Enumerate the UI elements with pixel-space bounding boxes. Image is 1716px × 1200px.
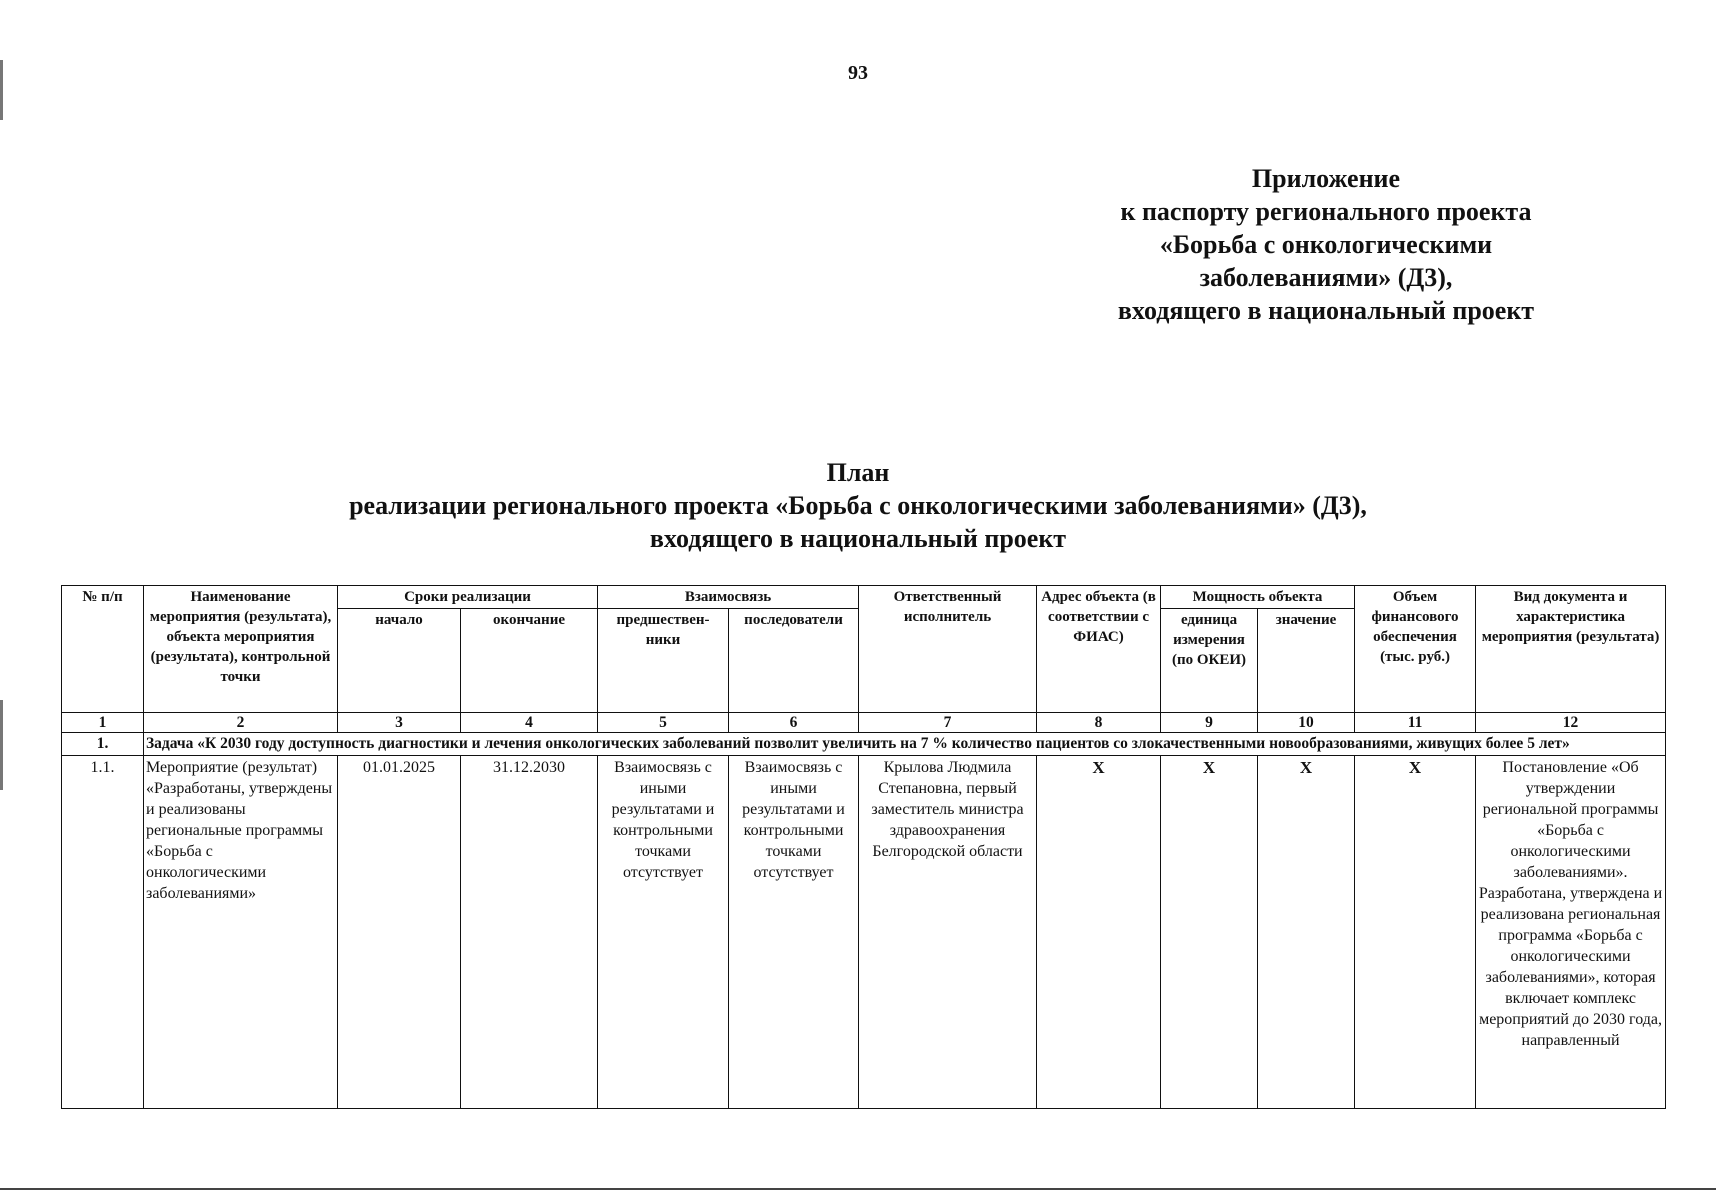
column-number: 1 bbox=[62, 713, 144, 733]
table-row bbox=[62, 756, 1666, 1109]
column-number: 7 bbox=[859, 713, 1037, 733]
column-number: 5 bbox=[598, 713, 729, 733]
header-doc: Вид документа и характеристика мероприятия (результата) bbox=[1476, 586, 1666, 713]
row-start-date: 01.01.2025 bbox=[338, 756, 461, 1109]
row-unit: Х bbox=[1161, 756, 1258, 1109]
column-number: 12 bbox=[1476, 713, 1666, 733]
column-number: 3 bbox=[338, 713, 461, 733]
row-end-date: 31.12.2030 bbox=[461, 756, 598, 1109]
plan-title-line: реализации регионального проекта «Борьба с онкологическими заболеваниями» (Д3), bbox=[349, 491, 1367, 520]
column-number-row bbox=[62, 713, 1666, 733]
column-number: 9 bbox=[1161, 713, 1258, 733]
column-number: 6 bbox=[729, 713, 859, 733]
plan-title-line: План bbox=[826, 458, 890, 487]
column-number: 10 bbox=[1258, 713, 1355, 733]
column-number: 11 bbox=[1355, 713, 1476, 733]
column-number: 4 bbox=[461, 713, 598, 733]
header-num: № п/п bbox=[62, 586, 144, 713]
task-row bbox=[62, 733, 1666, 756]
plan-title-line: входящего в национальный проект bbox=[649, 524, 1067, 553]
row-predecessors: Взаимосвязь с иными результатами и контрольными точками отсутствует bbox=[598, 756, 729, 1109]
header-end: окончание bbox=[461, 609, 598, 713]
row-address: Х bbox=[1037, 756, 1161, 1109]
page-number: 93 bbox=[848, 62, 868, 84]
header-unit: единица измерения (по ОКЕИ) bbox=[1161, 609, 1258, 713]
appendix-line: заболеваниями» (Д3), bbox=[1199, 263, 1453, 292]
row-document: Постановление «Об утверждении региональной программы «Борьба с онкологическими заболеваниями». Разработана, утверждена и реализована региональная программа «Борьба с онкологическими заболеваниями», которая включает комплекс мероприятий до 2030 года, направленный bbox=[1476, 756, 1666, 1109]
header-capacity: Мощность объекта bbox=[1161, 586, 1355, 609]
header-links: Взаимосвязь bbox=[598, 586, 859, 609]
header-successors: последователи bbox=[729, 609, 859, 713]
plan-table bbox=[61, 585, 1666, 1109]
plan-title bbox=[0, 456, 1716, 555]
appendix-line: Приложение bbox=[1251, 164, 1401, 193]
appendix-line: к паспорту регионального проекта bbox=[1120, 197, 1532, 226]
appendix-heading bbox=[1026, 162, 1626, 327]
row-successors: Взаимосвязь с иными результатами и контрольными точками отсутствует bbox=[729, 756, 859, 1109]
header-address: Адрес объекта (в соответствии с ФИАС) bbox=[1037, 586, 1161, 713]
row-number: 1.1. bbox=[62, 756, 144, 1109]
scan-margin-mark bbox=[0, 700, 3, 790]
row-value: Х bbox=[1258, 756, 1355, 1109]
scan-margin-mark bbox=[0, 60, 3, 120]
header-value: значение bbox=[1258, 609, 1355, 713]
appendix-line: «Борьба с онкологическими bbox=[1159, 230, 1493, 259]
row-name: Мероприятие (результат) «Разработаны, утверждены и реализованы региональные программы «Борьба с онкологическими заболеваниями» bbox=[144, 756, 338, 1109]
task-number: 1. bbox=[62, 733, 144, 756]
column-number: 2 bbox=[144, 713, 338, 733]
header-funding: Объем финансового обеспечения (тыс. руб.) bbox=[1355, 586, 1476, 713]
row-responsible: Крылова Людмила Степановна, первый заместитель министра здравоохранения Белгородской области bbox=[859, 756, 1037, 1109]
appendix-line: входящего в национальный проект bbox=[1117, 296, 1535, 325]
scan-bottom-edge bbox=[0, 1188, 1716, 1190]
column-number: 8 bbox=[1037, 713, 1161, 733]
row-funding: Х bbox=[1355, 756, 1476, 1109]
header-terms: Сроки реализации bbox=[338, 586, 598, 609]
header-responsible: Ответственный исполнитель bbox=[859, 586, 1037, 713]
header-start: начало bbox=[338, 609, 461, 713]
header-predecessors: предшествен-ники bbox=[598, 609, 729, 713]
task-text: Задача «К 2030 году доступность диагностики и лечения онкологических заболеваний позволит увеличить на 7 % количество пациентов со злокачественными новообразованиями, живущих более 5 лет» bbox=[144, 733, 1666, 756]
header-name: Наименование мероприятия (результата), объекта мероприятия (результата), контрольной точки bbox=[144, 586, 338, 713]
